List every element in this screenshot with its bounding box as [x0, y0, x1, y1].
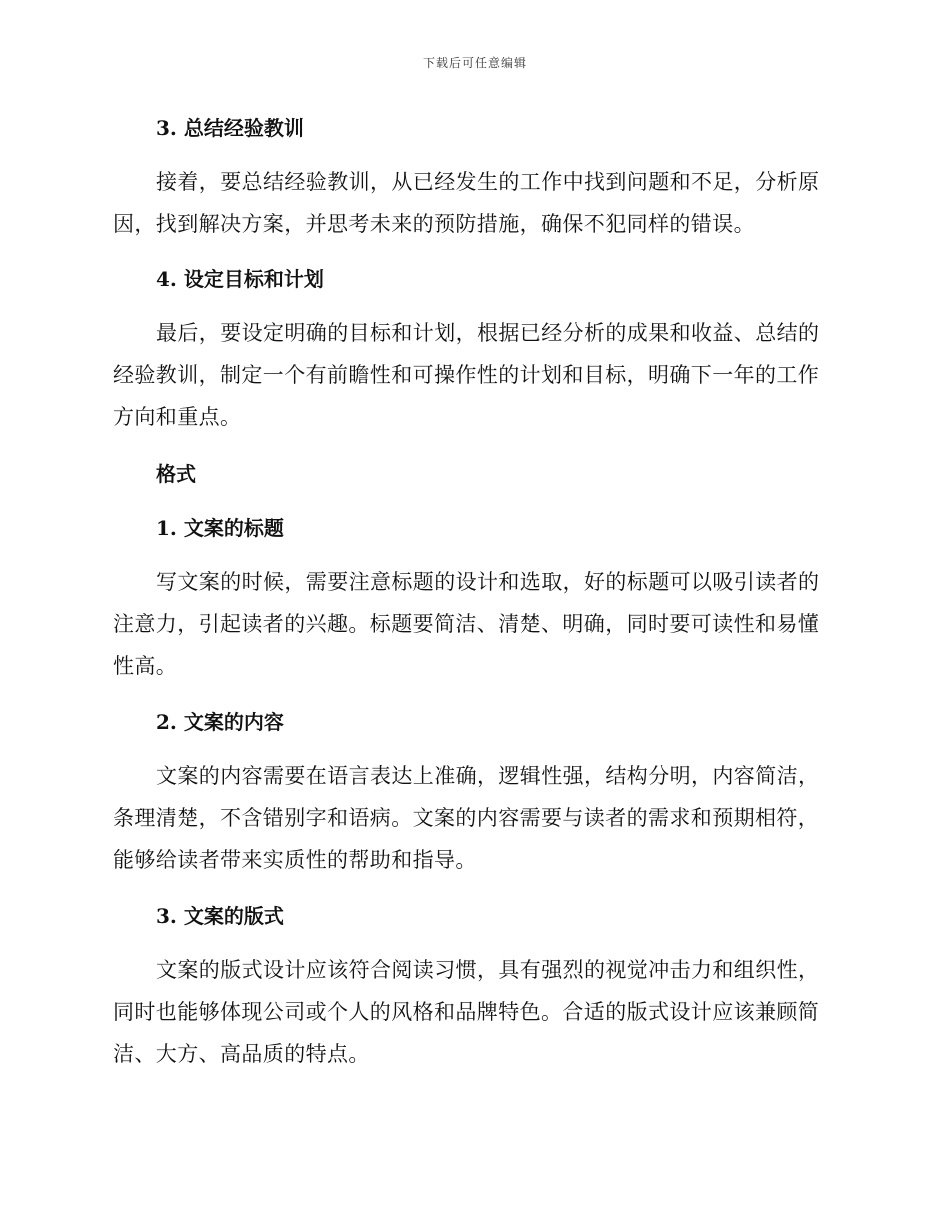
section-heading-copy-content: 2. 文案的内容	[156, 710, 284, 734]
page-header: 下载后可任意编辑	[422, 56, 527, 70]
section-heading-summary-lessons: 3. 总结经验教训	[156, 116, 304, 140]
section-heading-set-goals: 4. 设定目标和计划	[156, 267, 324, 291]
section-paragraph-copy-layout: 文案的版式设计应该符合阅读习惯，具有强烈的视觉冲击力和组织性，同时也能够体现公司或个人的风格和品牌特色。合适的版式设计应该兼顾简洁、大方、高品质的特点。	[113, 958, 820, 1066]
section-heading-copy-title: 1. 文案的标题	[156, 516, 284, 540]
section-paragraph-set-goals: 最后，要设定明确的目标和计划，根据已经分析的成果和收益、总结的经验教训，制定一个有前瞻性和可操作性的计划和目标，明确下一年的工作方向和重点。	[113, 321, 820, 429]
section-heading-copy-layout: 3. 文案的版式	[156, 904, 284, 928]
section-paragraph-copy-title: 写文案的时候，需要注意标题的设计和选取，好的标题可以吸引读者的注意力，引起读者的兴趣。标题要简洁、清楚、明确，同时要可读性和易懂性高。	[113, 570, 820, 678]
section-paragraph-copy-content: 文案的内容需要在语言表达上准确，逻辑性强，结构分明，内容简洁，条理清楚，不含错别字和语病。文案的内容需要与读者的需求和预期相符，能够给读者带来实质性的帮助和指导。	[113, 764, 820, 872]
section-heading-format: 格式	[156, 462, 196, 486]
section-paragraph-summary-lessons: 接着，要总结经验教训，从已经发生的工作中找到问题和不足，分析原因，找到解决方案，并思考未来的预防措施，确保不犯同样的错误。	[113, 170, 820, 236]
